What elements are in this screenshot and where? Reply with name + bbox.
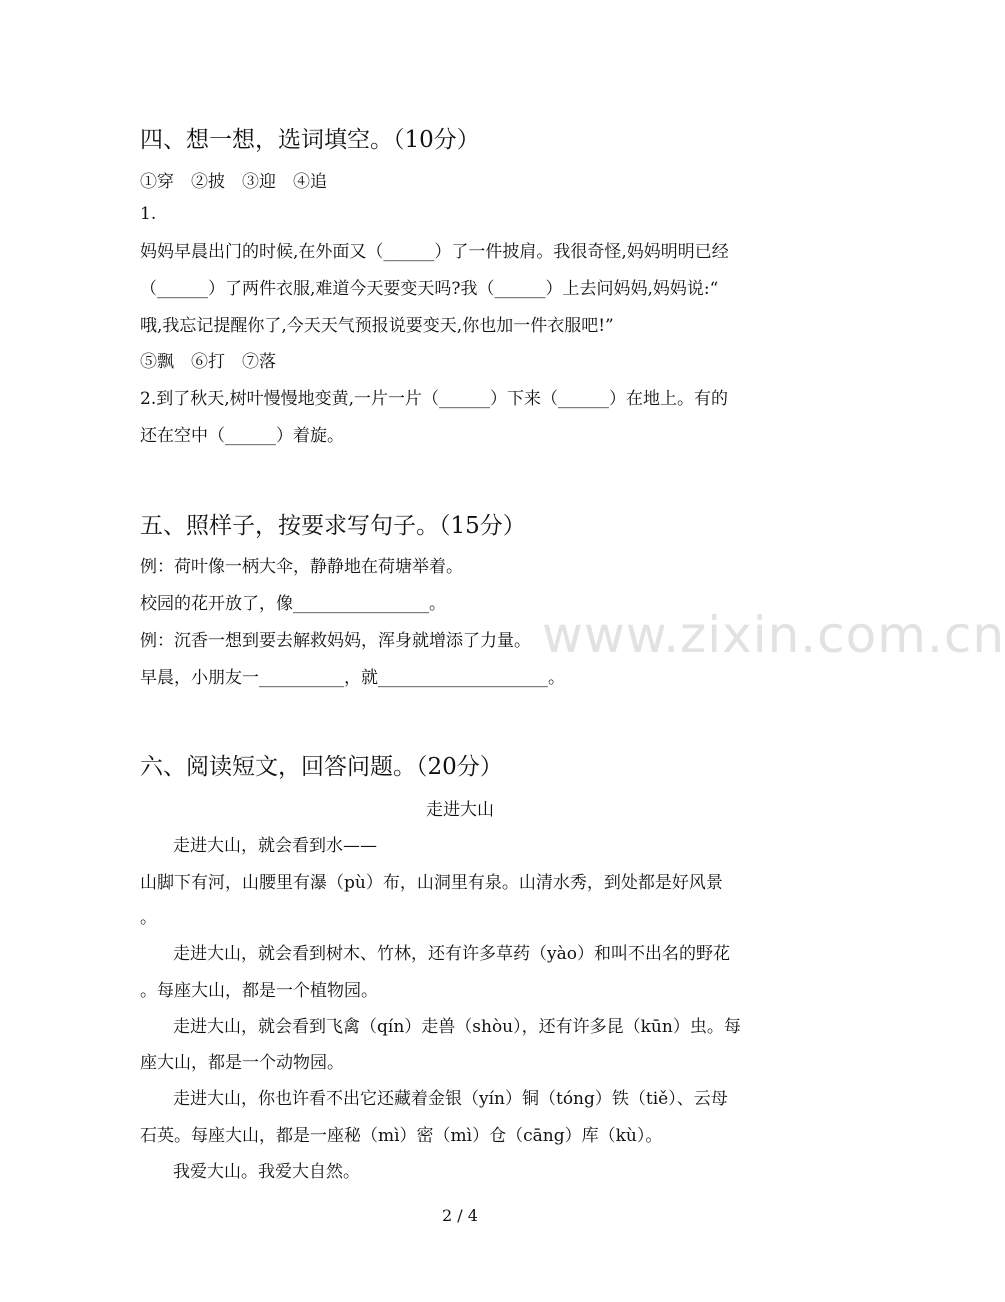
passage-p5: 我爱大山。我爱大自然。 xyxy=(173,1162,360,1182)
passage-p3-line2: 座大山，都是一个动物园。 xyxy=(140,1053,344,1073)
passage-p4-line1: 走进大山，你也许看不出它还藏着金银（yín）铜（tóng）铁（tiě）、云母 xyxy=(173,1089,728,1109)
section4-q2-line2: 还在空中（______）着旋。 xyxy=(140,426,344,446)
section4-title: 四、想一想，选词填空。（10分） xyxy=(140,127,480,153)
section4-options-b: ⑤飘 ⑥打 ⑦落 xyxy=(140,352,276,372)
passage-p1-line1: 走进大山，就会看到水—— xyxy=(173,836,377,856)
section5-task2: 早晨，小朋友一__________，就____________________。 xyxy=(140,668,565,688)
section5-title: 五、照样子，按要求写句子。（15分） xyxy=(140,513,526,539)
passage-title: 走进大山 xyxy=(426,800,494,820)
passage-p2-line1: 走进大山，就会看到树木、竹林，还有许多草药（yào）和叫不出名的野花 xyxy=(173,944,730,964)
section5-example1: 例：荷叶像一柄大伞，静静地在荷塘举着。 xyxy=(140,557,463,577)
section4-q1-line1: 妈妈早晨出门的时候,在外面又（______）了一件披肩。我很奇怪,妈妈明明已经 xyxy=(140,242,729,262)
passage-p3-line1: 走进大山，就会看到飞禽（qín）走兽（shòu），还有许多昆（kūn）虫。每 xyxy=(173,1017,741,1037)
section5-task1: 校园的花开放了，像________________。 xyxy=(140,594,446,614)
section6-title: 六、阅读短文，回答问题。（20分） xyxy=(140,754,503,780)
passage-p2-line2: 。每座大山，都是一个植物园。 xyxy=(140,981,378,1001)
section4-q1-line3: 哦,我忘记提醒你了,今天天气预报说要变天,你也加一件衣服吧!” xyxy=(140,316,614,336)
section4-q2-line1: 2.到了秋天,树叶慢慢地变黄,一片一片（______）下来（______）在地上。有的 xyxy=(140,389,729,409)
passage-p4-line2: 石英。每座大山，都是一座秘（mì）密（mì）仓（cāng）库（kù）。 xyxy=(140,1126,663,1146)
section5-example2: 例：沉香一想到要去解救妈妈，浑身就增添了力量。 xyxy=(140,631,531,651)
section4-q1-number: 1. xyxy=(140,204,157,224)
watermark: www.zixin.com.cn xyxy=(542,606,1005,664)
section4-options-a: ①穿 ②披 ③迎 ④追 xyxy=(140,172,327,192)
passage-p1-line3: 。 xyxy=(140,908,157,928)
page-number: 2 / 4 xyxy=(442,1206,478,1225)
passage-p1-line2: 山脚下有河，山腰里有瀑（pù）布，山洞里有泉。山清水秀，到处都是好风景 xyxy=(140,873,723,893)
section4-q1-line2: （______）了两件衣服,难道今天要变天吗?我（______）上去问妈妈,妈妈说:“ xyxy=(140,279,719,299)
